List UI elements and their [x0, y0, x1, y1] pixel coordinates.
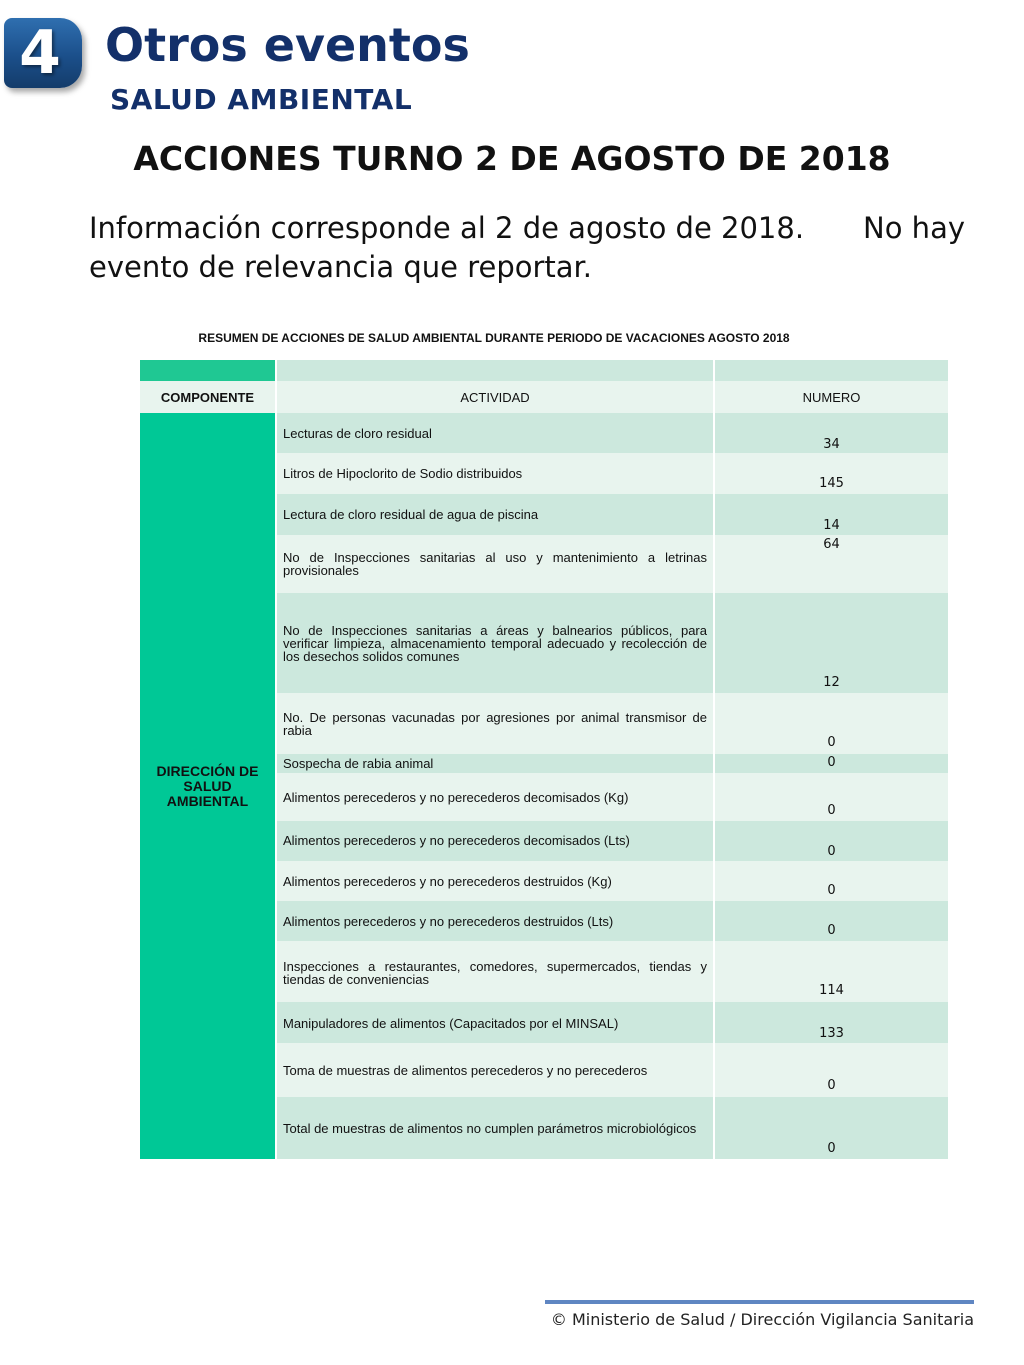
- header-numero: NUMERO: [802, 389, 861, 405]
- header-actividad: ACTIVIDAD: [275, 381, 715, 413]
- section-number-badge: [4, 18, 82, 88]
- activity-cell: No de Inspecciones sanitarias al uso y mantenimiento a letrinas provisionales: [275, 535, 715, 593]
- component-cell: DIRECCIÓN DE SALUD AMBIENTAL: [140, 413, 275, 1159]
- number-value: 0: [827, 803, 836, 818]
- number-cell: [715, 1002, 948, 1043]
- table-row: [275, 593, 948, 693]
- number-value: 0: [827, 755, 836, 770]
- intro-line-2: evento de relevancia que reportar.: [89, 250, 593, 284]
- intro-line-1: [89, 209, 965, 248]
- activity-cell: Total de muestras de alimentos no cumplen parámetros microbiológicos: [275, 1097, 715, 1159]
- activity-cell: Alimentos perecederos y no perecederos destruidos (Lts): [275, 901, 715, 941]
- footer-copyright: © Ministerio de Salud / Dirección Vigilancia Sanitaria: [550, 1310, 974, 1329]
- table-title: RESUMEN DE ACCIONES DE SALUD AMBIENTAL DURANTE PERIODO DE VACACIONES AGOSTO 2018: [198, 331, 790, 345]
- intro-line-1-left: Información corresponde al 2 de agosto de 2018.: [89, 211, 805, 245]
- intro-paragraph: [89, 209, 965, 287]
- table-row: [275, 1097, 948, 1159]
- table-body: [140, 413, 948, 1159]
- table-row: [275, 901, 948, 941]
- activity-cell: Lecturas de cloro residual: [275, 413, 715, 453]
- header-componente: COMPONENTE: [140, 381, 275, 413]
- number-cell: [715, 413, 948, 453]
- table-row: [275, 1043, 948, 1097]
- activity-cell: Manipuladores de alimentos (Capacitados por el MINSAL): [275, 1002, 715, 1043]
- number-value: 34: [823, 437, 840, 452]
- table-row: [275, 535, 948, 593]
- table-row: [275, 754, 948, 773]
- number-cell: [715, 861, 948, 901]
- table-row: [275, 413, 948, 453]
- table-row: [275, 693, 948, 754]
- number-value: 0: [827, 735, 836, 750]
- number-cell: [715, 535, 948, 593]
- table-row: [275, 773, 948, 821]
- number-value: 145: [819, 476, 844, 491]
- activity-cell: Toma de muestras de alimentos perecederos y no perecederos: [275, 1043, 715, 1097]
- activity-cell: Alimentos perecederos y no perecederos decomisados (Kg): [275, 773, 715, 821]
- number-cell: [715, 754, 948, 773]
- table-row: [275, 941, 948, 1002]
- number-value: 12: [823, 675, 840, 690]
- activity-cell: Lectura de cloro residual de agua de piscina: [275, 494, 715, 535]
- activity-cell: Inspecciones a restaurantes, comedores, supermercados, tiendas y tiendas de conveniencias: [275, 941, 715, 1002]
- number-cell: [715, 494, 948, 535]
- number-cell: [715, 593, 948, 693]
- table-row: [275, 861, 948, 901]
- activity-cell: Litros de Hipoclorito de Sodio distribuidos: [275, 453, 715, 494]
- table-top-band: [140, 360, 948, 381]
- activity-cell: Alimentos perecederos y no perecederos decomisados (Lts): [275, 821, 715, 861]
- table-row: [275, 453, 948, 494]
- number-cell: [715, 941, 948, 1002]
- page-title: Otros eventos: [105, 18, 470, 72]
- footer-divider: [545, 1300, 974, 1304]
- number-cell: [715, 453, 948, 494]
- table-row: [275, 1002, 948, 1043]
- summary-table: [140, 360, 948, 1159]
- activity-cell: Alimentos perecederos y no perecederos destruidos (Kg): [275, 861, 715, 901]
- page-subtitle: SALUD AMBIENTAL: [110, 83, 413, 116]
- intro-line-1-right: No hay: [863, 211, 965, 245]
- number-cell: [715, 1043, 948, 1097]
- table-header-row: [140, 381, 948, 413]
- table-rows: [275, 413, 948, 1159]
- number-value: 114: [819, 983, 844, 998]
- activity-cell: No de Inspecciones sanitarias a áreas y balnearios públicos, para verificar limpieza, almacenamiento temporal adecuado y recolección de los desechos solidos comunes: [275, 593, 715, 693]
- number-value: 0: [827, 883, 836, 898]
- number-cell: [715, 693, 948, 754]
- number-value: 0: [827, 923, 836, 938]
- number-value: 64: [823, 537, 840, 552]
- number-value: 0: [827, 844, 836, 859]
- table-row: [275, 821, 948, 861]
- section-number: 4: [19, 18, 61, 88]
- number-value: 0: [827, 1141, 836, 1156]
- number-cell: [715, 1097, 948, 1159]
- table-row: [275, 494, 948, 535]
- number-value: 133: [819, 1026, 844, 1041]
- number-value: 14: [823, 518, 840, 533]
- number-cell: [715, 821, 948, 861]
- activity-cell: No. De personas vacunadas por agresiones por animal transmisor de rabia: [275, 693, 715, 754]
- number-cell: [715, 901, 948, 941]
- number-value: 0: [827, 1078, 836, 1093]
- activity-cell: Sospecha de rabia animal: [275, 754, 715, 773]
- number-cell: [715, 773, 948, 821]
- report-heading: ACCIONES TURNO 2 DE AGOSTO DE 2018: [133, 139, 891, 178]
